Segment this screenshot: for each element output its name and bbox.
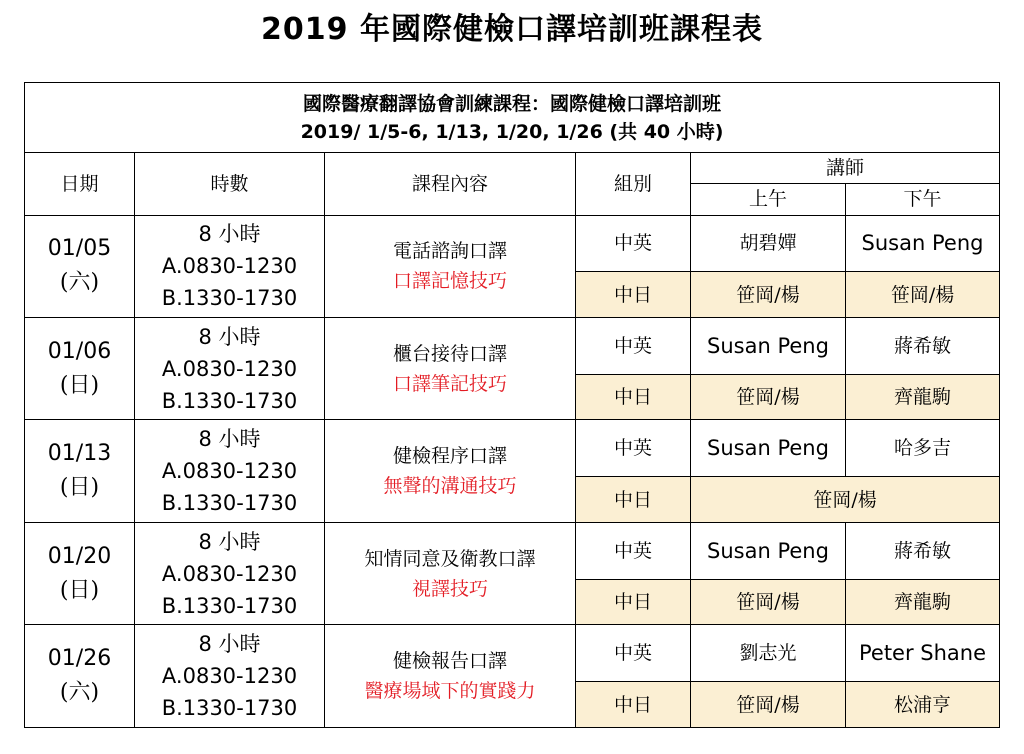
session-date-cell bbox=[25, 420, 135, 522]
group-cell: 中日 bbox=[576, 272, 691, 318]
session-slot-a: A.0830-1230 bbox=[161, 356, 298, 381]
session-slot-b: B.1330-1730 bbox=[161, 286, 298, 311]
session-row bbox=[25, 625, 1000, 682]
group-cell: 中日 bbox=[576, 477, 691, 523]
header-row bbox=[25, 153, 1000, 184]
session-hours-cell bbox=[135, 318, 325, 420]
course-skill: 視譯技巧 bbox=[411, 577, 488, 600]
session-slot-a: A.0830-1230 bbox=[161, 561, 298, 586]
header-afternoon: 下午 bbox=[846, 184, 1000, 215]
session-slot-b: B.1330-1730 bbox=[161, 491, 298, 516]
session-slot-a: A.0830-1230 bbox=[161, 664, 298, 689]
session-hours-cell bbox=[135, 625, 325, 728]
session-weekday: (日) bbox=[59, 577, 100, 603]
session-weekday: (六) bbox=[59, 680, 100, 706]
session-date: 01/05 bbox=[47, 236, 112, 262]
instructor-afternoon: 松浦亨 bbox=[846, 682, 1000, 728]
session-row bbox=[25, 318, 1000, 375]
session-date-cell bbox=[25, 522, 135, 624]
session-weekday: (日) bbox=[59, 475, 100, 501]
instructor-afternoon: Peter Shane bbox=[846, 625, 1000, 682]
session-hours: 8 小時 bbox=[198, 222, 261, 247]
session-slot-a: A.0830-1230 bbox=[161, 254, 298, 279]
course-name: 知情同意及衛教口譯 bbox=[364, 547, 536, 570]
session-hours: 8 小時 bbox=[198, 529, 261, 554]
session-course-cell bbox=[325, 522, 576, 624]
session-course-cell bbox=[325, 318, 576, 420]
session-slot-b: B.1330-1730 bbox=[161, 696, 298, 721]
course-name: 健檢程序口譯 bbox=[392, 445, 507, 468]
instructor-afternoon: 齊龍駒 bbox=[846, 579, 1000, 625]
header-date: 日期 bbox=[25, 153, 135, 215]
instructor-morning: 笹岡/楊 bbox=[691, 682, 846, 728]
session-date: 01/20 bbox=[47, 543, 112, 569]
instructor-afternoon: 蔣希敏 bbox=[846, 522, 1000, 579]
group-cell: 中日 bbox=[576, 682, 691, 728]
instructor-afternoon: 笹岡/楊 bbox=[846, 272, 1000, 318]
instructor-morning: 劉志光 bbox=[691, 625, 846, 682]
instructor-afternoon: Susan Peng bbox=[846, 215, 1000, 272]
header-instructor: 講師 bbox=[691, 153, 1000, 184]
instructor-afternoon: 齊龍駒 bbox=[846, 374, 1000, 420]
instructor-morning: Susan Peng bbox=[691, 420, 846, 477]
session-row bbox=[25, 215, 1000, 272]
group-cell: 中日 bbox=[576, 374, 691, 420]
group-cell: 中日 bbox=[576, 579, 691, 625]
course-skill: 口譯筆記技巧 bbox=[392, 372, 507, 395]
instructor-morning: 笹岡/楊 bbox=[691, 579, 846, 625]
page-title: 2019 年國際健檢口譯培訓班課程表 bbox=[261, 12, 763, 47]
group-cell: 中英 bbox=[576, 625, 691, 682]
instructor-morning: Susan Peng bbox=[691, 522, 846, 579]
session-weekday: (六) bbox=[59, 270, 100, 296]
session-hours: 8 小時 bbox=[198, 324, 261, 349]
session-hours-cell bbox=[135, 420, 325, 522]
course-skill: 無聲的溝通技巧 bbox=[383, 475, 517, 498]
session-slot-b: B.1330-1730 bbox=[161, 388, 298, 413]
session-course-cell bbox=[325, 625, 576, 728]
instructor-full-day: 笹岡/楊 bbox=[691, 477, 1000, 523]
session-row bbox=[25, 420, 1000, 477]
group-cell: 中英 bbox=[576, 420, 691, 477]
session-date-cell bbox=[25, 318, 135, 420]
session-row bbox=[25, 522, 1000, 579]
session-hours: 8 小時 bbox=[198, 427, 261, 452]
program-dates: 2019/ 1/5-6, 1/13, 1/20, 1/26 (共 40 小時) bbox=[300, 120, 724, 143]
sessions-body bbox=[25, 215, 1000, 727]
session-course-cell bbox=[325, 215, 576, 317]
group-cell: 中英 bbox=[576, 522, 691, 579]
instructor-afternoon: 哈多吉 bbox=[846, 420, 1000, 477]
header-group: 組別 bbox=[576, 153, 691, 215]
session-slot-b: B.1330-1730 bbox=[161, 593, 298, 618]
header-morning: 上午 bbox=[691, 184, 846, 215]
session-date: 01/13 bbox=[47, 441, 112, 467]
info-row bbox=[25, 83, 1000, 153]
schedule-table bbox=[24, 82, 1000, 728]
session-hours-cell bbox=[135, 522, 325, 624]
session-date-cell bbox=[25, 625, 135, 728]
instructor-morning: 笹岡/楊 bbox=[691, 374, 846, 420]
instructor-morning: 笹岡/楊 bbox=[691, 272, 846, 318]
course-name: 健檢報告口譯 bbox=[392, 650, 507, 673]
session-slot-a: A.0830-1230 bbox=[161, 459, 298, 484]
header-content: 課程內容 bbox=[325, 153, 576, 215]
session-weekday: (日) bbox=[59, 372, 100, 398]
session-date-cell bbox=[25, 215, 135, 317]
course-skill: 口譯記憶技巧 bbox=[392, 270, 507, 293]
program-name: 國際醫療翻譯協會訓練課程：國際健檢口譯培訓班 bbox=[303, 92, 722, 115]
instructor-morning: Susan Peng bbox=[691, 318, 846, 375]
instructor-morning: 胡碧嬋 bbox=[691, 215, 846, 272]
session-date: 01/26 bbox=[47, 646, 112, 672]
header-hours: 時數 bbox=[135, 153, 325, 215]
course-name: 電話諮詢口譯 bbox=[392, 240, 507, 263]
session-date: 01/06 bbox=[47, 338, 112, 364]
course-skill: 醫療場域下的實踐力 bbox=[364, 680, 536, 703]
session-course-cell bbox=[325, 420, 576, 522]
group-cell: 中英 bbox=[576, 215, 691, 272]
instructor-afternoon: 蔣希敏 bbox=[846, 318, 1000, 375]
session-hours-cell bbox=[135, 215, 325, 317]
course-info-cell bbox=[25, 83, 1000, 153]
course-name: 櫃台接待口譯 bbox=[392, 342, 507, 365]
group-cell: 中英 bbox=[576, 318, 691, 375]
session-hours: 8 小時 bbox=[198, 632, 261, 657]
